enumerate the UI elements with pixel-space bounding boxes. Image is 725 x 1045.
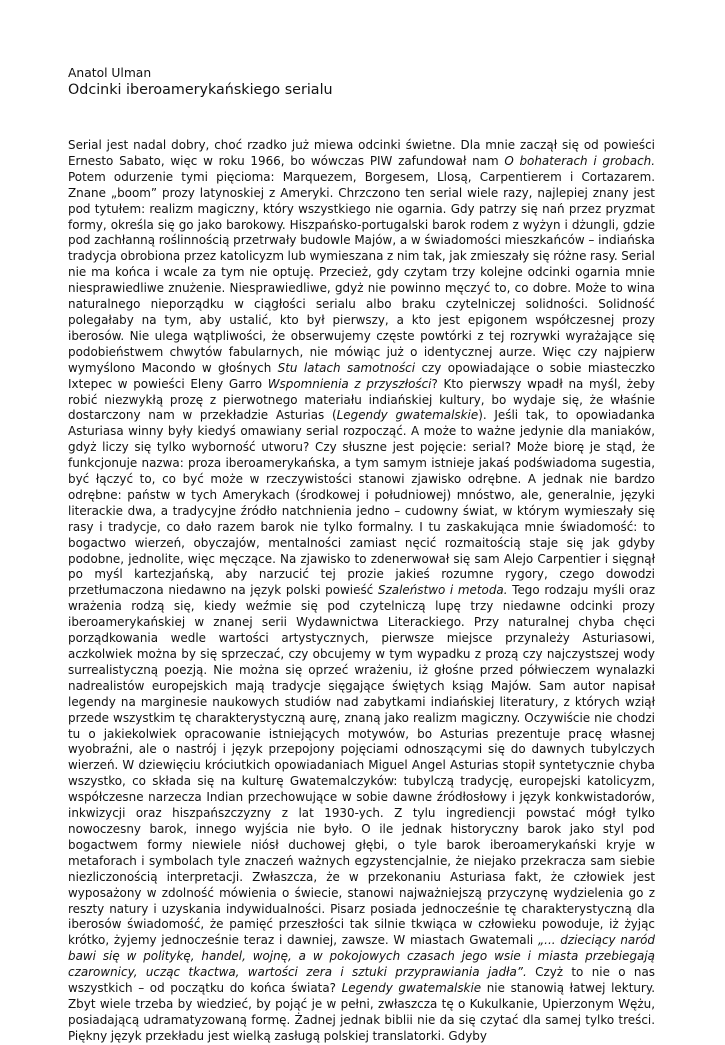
body-segment: ? Kto pierwszy wpadł na myśl, żeby robić niezwykłą prozę z pierwotnego materiału indiańskiej kultury, bo wydaje się, że właśnie dostarczony nam w przekładzie Asturias ( [68, 376, 655, 423]
body-segment: Serial jest nadal dobry, choć rzadko już miewa odcinki świetne. Dla mnie zaczął się od powieści Ernesto Sabato, więc w roku 1966, bo wówczas PIW zafundował nam [68, 138, 655, 168]
body-segment: nie stanowią łatwej lektury. Zbyt wiele trzeba by wiedzieć, by pojąć je w pełni, zwłaszcza tę o Kukulkanie, Upierzonym Wężu, posiadającą udramatyzowaną formę. Żadnej jednak biblii nie da się czytać dla samej tylko treści. Piękny język przekładu jest wielką zasługą polskiej translatorki. Gdyby [68, 981, 655, 1043]
body-segment: czy opowiadające o sobie miasteczko Ixtepec w powieści Eleny Garro [68, 360, 655, 391]
article-title: Odcinki iberoamerykańskiego serialu [68, 82, 333, 98]
body-segment: Tego rodzaju myśli oraz wrażenia rodzą się, kiedy weźmie się pod czytelniczą lupę trzy niedawne odcinki prozy iberoamerykańskiej w znanej serii Wydawnictwa Literackiego. Przy naturalnej chyba chęci porządkowania wedle wartości artystycznych, pierwsze miejsce przynależy Asturiasowi, aczkolwiek można by się sprzeczać, czy obcujemy w tym wypadku z prozą czy najczystszej wody surrealistyczną poezją. Nie można się oprzeć wrażeniu, iż głośne przed półwieczem wynalazki nadrealistów europejskich mają tradycje sięgające świętych ksiąg Majów. Sam autor napisał legendy na marginesie naukowych studiów nad zabytkami indiańskiej literatury, z których wziął przede wszystkim tę charakterystyczną aurę, znaną jako realizm magiczny. Oczywiście nie chodzi tu o jakiekolwiek opracowanie istniejących motywów, bo Asturias prezentuje pracę własnej wyobraźni, ale o nastrój i język przepojony pojęciami odnoszącymi się do dawnych tubylczych wierzeń. W dziewięciu króciutkich opowiadaniach Miguel Angel Asturias stopił syntetycznie chyba wszystko, co składa się na kulturę Gwatemalczyków: tubylczą tradycję, europejski katolicyzm, współczesne narzecza Indian przechowujące w sobie dawne źródłosłowy i język konkwistadorów, inkwizycji oraz hiszpańszczyzny z lat 1930-ych. Z tylu ingrediencji powstać mógł tylko nowoczesny barok, innego wyjścia nie było. O ile jednak historyczny barok jako styl pod bogactwem formy niewiele niósł duchowej głębi, o tyle barok iberoamerykański kryje w metaforach i symbolach tyle znaczeń ważnych egzystencjalnie, że niejako przekracza sam siebie niezliczonością interpretacji. Zwłaszcza, że w przekonaniu Asturiasa fakt, że człowiek jest wyposażony w zdolność mówienia o świecie, stanowi najważniejszą przyczynę wydzielenia go z reszty natury i uzyskania indywidualności. Pisarz posiada jednocześnie tę charakterystyczną dla iberosów świadomość, że pamięć przeszłości tak silnie tkwiąca w człowieku powoduje, iż żyjąc krótko, żyjemy jednocześnie teraz i dawniej, zawsze. W miastach Gwatemali [68, 583, 655, 948]
body-segment-italic: Szaleństwo i metoda. [377, 583, 508, 598]
body-segment: ). Jeśli tak, to opowiadanka Asturiasa winny były kiedyś omawiany serial rozpocząć. A może to ważne jedynie dla maniaków, gdyż liczy się tylko wyborność utworu? Czy słuszne jest pojęcie: serial? Może biorę je stąd, że funkcjonuje nazwa: proza iberoamerykańska, a tym samym istnieje jakaś podświadoma sugestia, być łączyć to, co być może w rzeczywistości stanowi zjawisko odrębne. A jednak nie bardzo odrębne: państw w tych Amerykach (środkowej i południowej) mnóstwo, ale, generalnie, języki literackie dwa, a tradycyjne źródło natchnienia jedno – cudowny świat, w którym wymieszały się rasy i tradycje, co dało razem barok nie tylko formalny. I tu zaskakująca mnie świadomość: to bogactwo wierzeń, obyczajów, mentalności zamiast nęcić rozmaitością staje się jak gdyby podobne, jednolite, więc męczące. Na zjawisko to zdenerwował się sam Alejo Carpentier i sięgnął po myśl kartezjańską, aby narzucić tej prozie jakieś rozumne rygory, czego dowodzi przetłumaczona niedawno na język polski powieść [68, 408, 655, 598]
body-segment-italic: Legendy gwatemalskie [341, 981, 482, 996]
body-segment-italic: „... dzieciący naród bawi się w politykę, handel, wojnę, a w pokojowych czasach jego wsie i miasta przebiegają czarownicy, ucząc tkactwa, wartości zera i sztuki przyprawiania jadła”. [68, 933, 655, 980]
body-segment-italic: O bohaterach i grobach. [504, 153, 655, 168]
document-page [68, 66, 655, 1045]
body-segment-italic: Legendy gwatemalskie [336, 408, 479, 423]
body-segment-italic: Wspomnienia z przyszłości [267, 376, 432, 391]
article-body [68, 138, 655, 1045]
body-segment-italic: Stu latach samotności [277, 360, 416, 375]
body-segment: Czyż to nie o nas wszystkich – od początku do końca świata? [68, 965, 655, 996]
author-name: Anatol Ulman [68, 66, 152, 80]
body-segment: Potem odurzenie tymi pięcioma: Marquezem, Borgesem, Llosą, Carpentierem i Cortazarem. Znane „boom” prozy latynoskiej z Ameryki. Chrzczono ten serial wiele razy, najlepiej znany jest pod tytułem: realizm magiczny, który wszystkiego nie ogarnia. Gdy patrzy się nań przez pryzmat formy, określa się go jako barokowy. Hiszpańsko-portugalski barok rodem z wyżyn i dżungli, gdzie pod zachłanną roślinnością przetrwały budowle Majów, a w świadomości mieszkańców – indiańska tradycja obrobiona przez katolicyzm lub wymieszana z nim tak, jak zmieszały się różne rasy. Serial nie ma końca i wcale za tym nie optuję. Przecież, gdy czytam trzy kolejne odcinki ogarnia mnie niesprawiedliwe znużenie. Niesprawiedliwe, gdyż nie powinno męczyć to, co dobre. Może to wina naturalnego nieporządku w ciągłości serialu albo braku czytelniczej solidności. Solidność polegałaby na tym, aby ustalić, kto był pierwszy, a kto jest epigonem współczesnej prozy iberosów. Nie ulega wątpliwości, że obserwujemy częste powtórki z tej rozrywki wyrażające się podobieństwem chwytów fabularnych, nie mówiąc już o identycznej aurze. Więc czy najpierw wymyślono Macondo w głośnych [68, 169, 655, 375]
